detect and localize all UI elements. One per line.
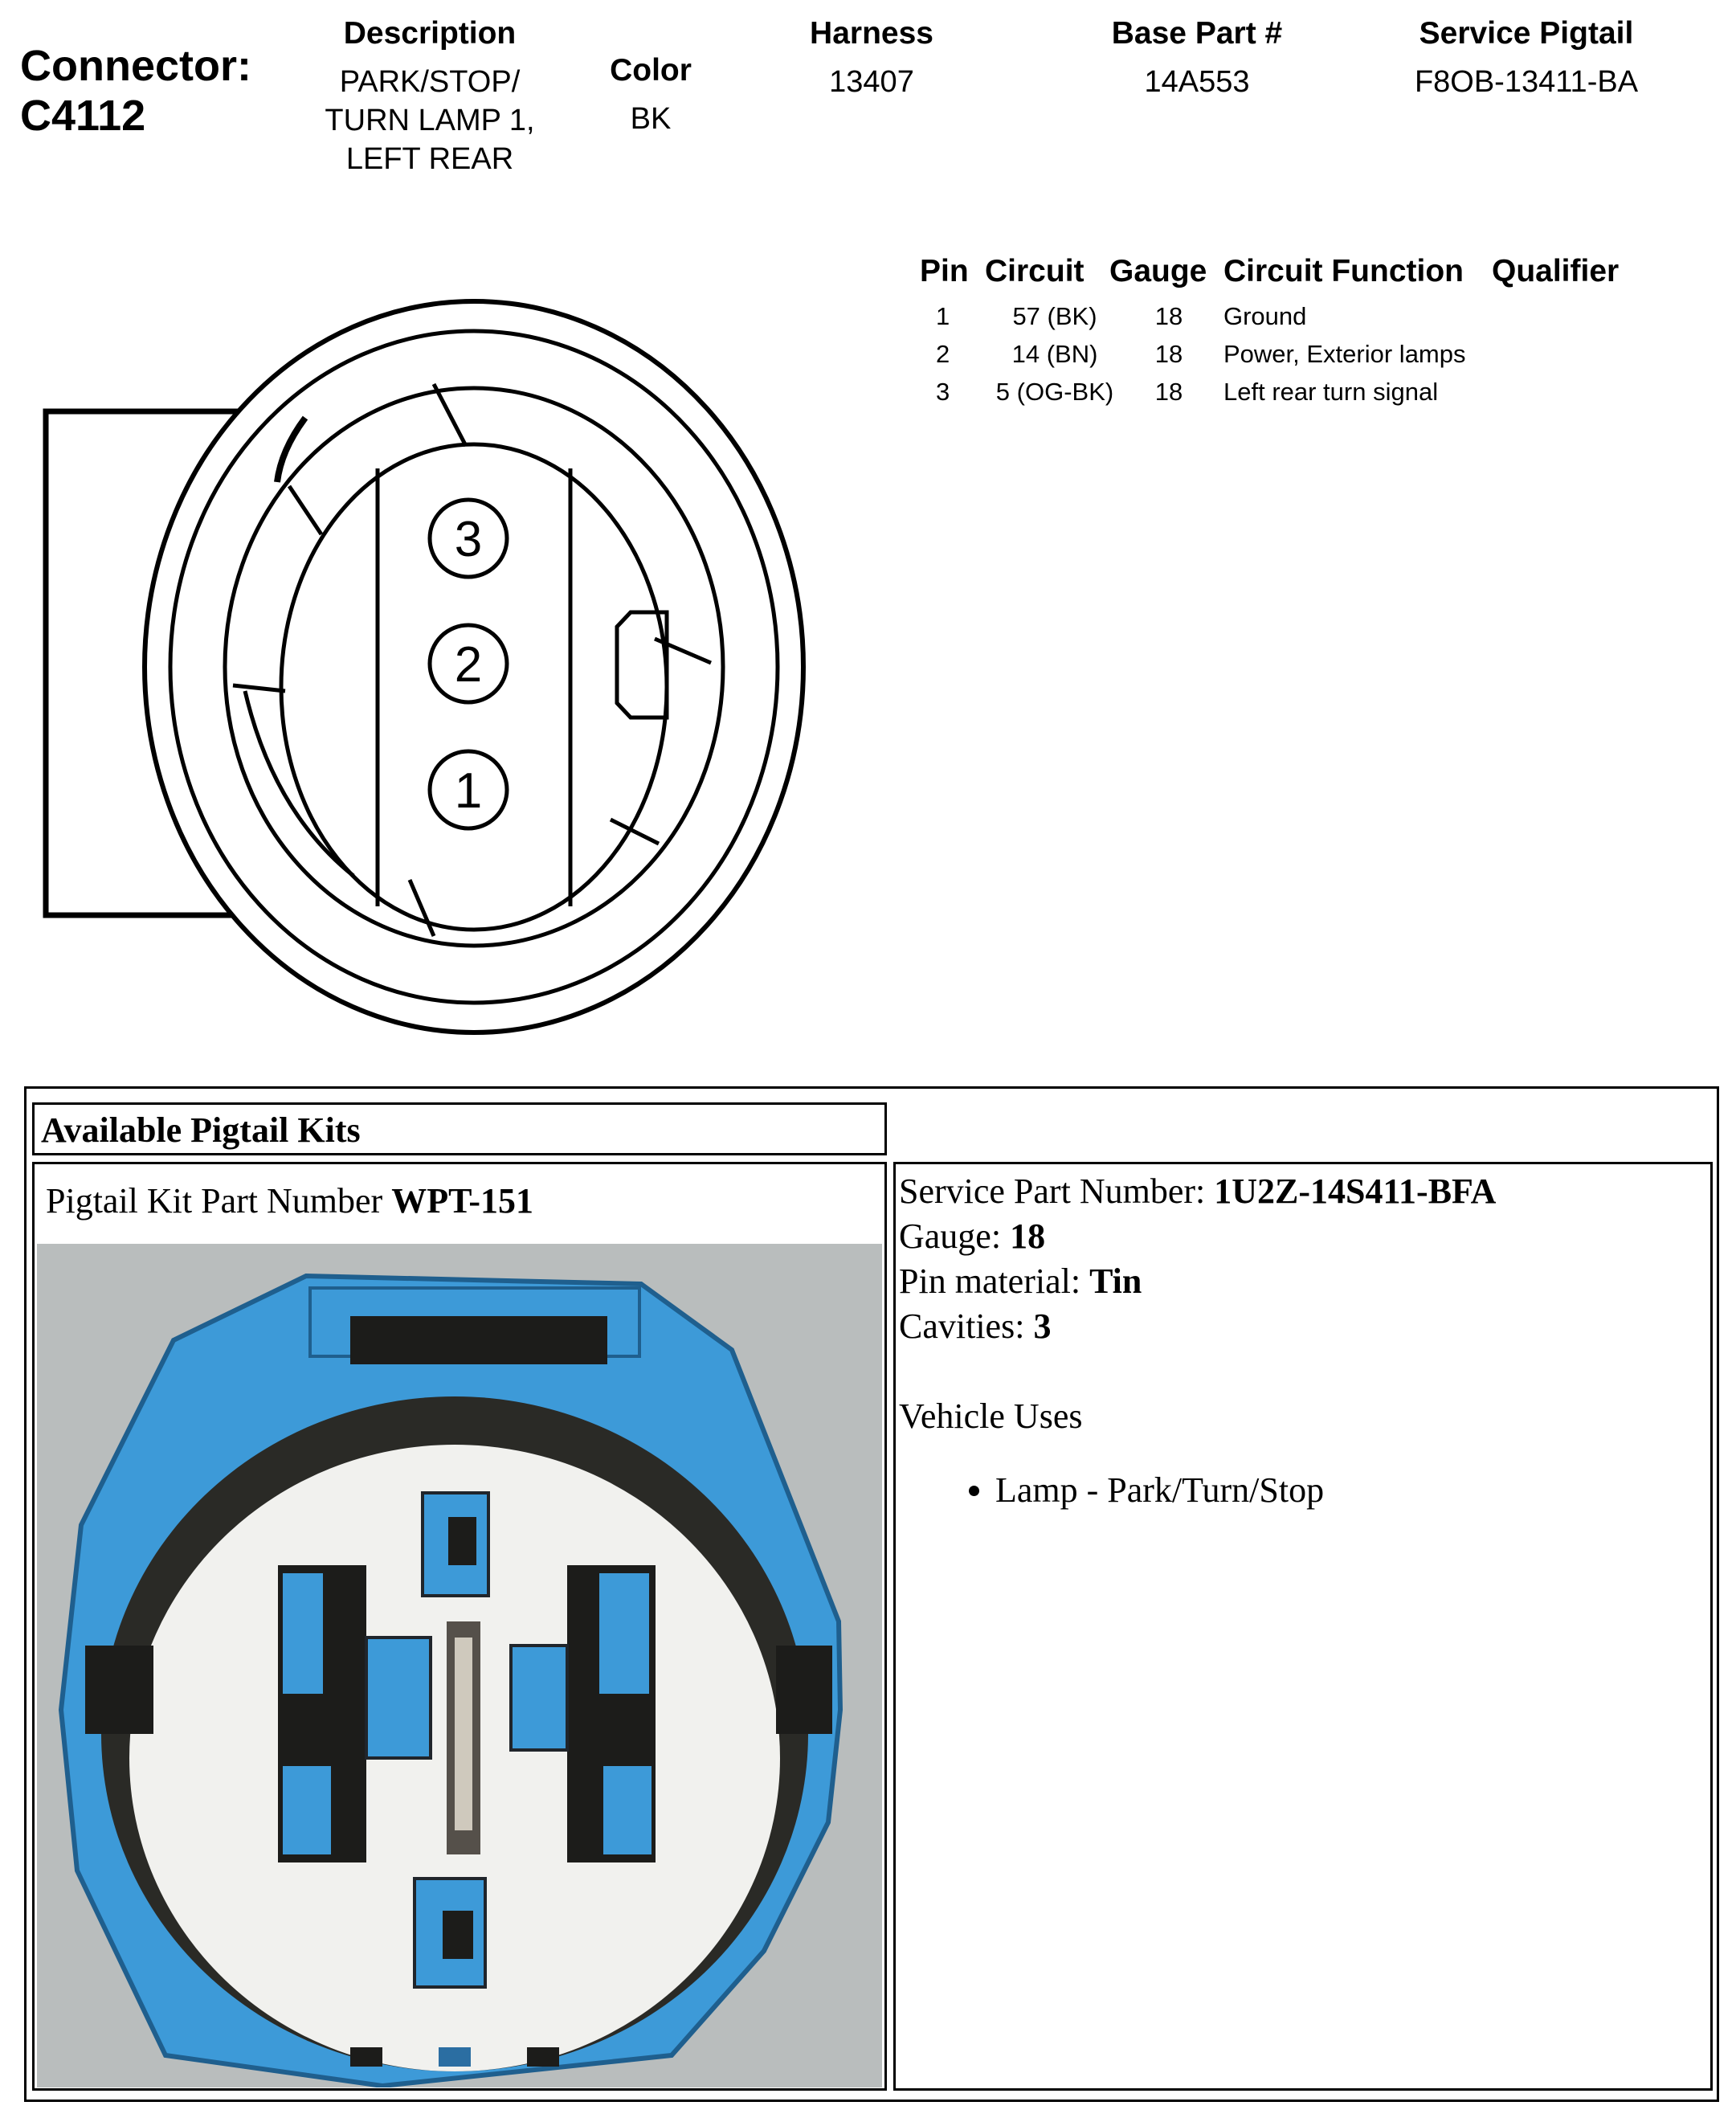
table-row-gauge: 18 <box>1154 378 1183 406</box>
color-label: Color <box>610 53 692 88</box>
qualifier-header: Qualifier <box>1492 254 1620 288</box>
vehicle-uses-list <box>899 1468 1707 1513</box>
table-row-function: Ground <box>1223 302 1307 330</box>
pigtail-kit-line <box>35 1164 884 1238</box>
circuit-header: Circuit <box>985 254 1084 288</box>
harness-value: 13407 <box>829 65 914 99</box>
service-pigtail-label: Service Pigtail <box>1419 16 1634 51</box>
table-row-gauge: 18 <box>1154 302 1183 330</box>
table-row-circuit: 57 (BK) <box>1012 302 1097 330</box>
table-row-circuit: 14 (BN) <box>1011 340 1098 368</box>
service-pigtail-value: F8OB-13411-BA <box>1414 65 1639 99</box>
cavities-value: 3 <box>1033 1306 1052 1346</box>
gauge-line <box>899 1214 1707 1259</box>
base-part-label: Base Part # <box>1111 16 1283 51</box>
service-part-value: 1U2Z-14S411-BFA <box>1214 1171 1497 1211</box>
pin-material-line <box>899 1259 1707 1304</box>
description-line: LEFT REAR <box>345 142 514 176</box>
pin-number-label: 3 <box>454 512 483 567</box>
pin-table <box>908 254 1711 423</box>
table-row-function: Left rear turn signal <box>1223 378 1439 406</box>
cavities-line <box>899 1304 1707 1349</box>
gauge-value: 18 <box>1010 1216 1046 1256</box>
base-part-value: 14A553 <box>1144 65 1250 99</box>
connector-face-diagram <box>0 273 852 1061</box>
gauge-header: Gauge <box>1109 254 1207 288</box>
list-item: • Lamp - Park/Turn/Stop <box>995 1468 1707 1513</box>
cavities-label: Cavities: <box>899 1306 1034 1346</box>
pin-material-label: Pin material: <box>899 1261 1090 1301</box>
pin-material-value: Tin <box>1089 1261 1142 1301</box>
gauge-label: Gauge: <box>899 1216 1011 1256</box>
pigtail-kit-label: Pigtail Kit Part Number <box>46 1181 392 1221</box>
service-part-label: Service Part Number: <box>899 1171 1215 1211</box>
color-value: BK <box>630 102 672 136</box>
pigtail-connector-photo <box>37 1244 882 2087</box>
circuit-function-header: Circuit Function <box>1223 254 1464 288</box>
kits-title-box <box>32 1102 887 1155</box>
description-value <box>293 63 566 178</box>
description-line: TURN LAMP 1, <box>325 104 535 137</box>
pigtail-kit-number: WPT-151 <box>391 1181 534 1221</box>
pin-number-label: 1 <box>454 763 483 819</box>
vehicle-uses-label: Vehicle Uses <box>899 1396 1083 1436</box>
description-line: PARK/STOP/ <box>339 65 521 99</box>
table-row-function: Power, Exterior lamps <box>1223 340 1466 368</box>
connector-label: Connector: <box>20 42 251 90</box>
table-row-circuit: 5 (OG-BK) <box>995 378 1114 406</box>
service-part-line <box>899 1169 1707 1214</box>
pin-header: Pin <box>920 254 969 288</box>
table-row-pin: 3 <box>936 378 950 406</box>
kits-title: Available Pigtail Kits <box>41 1110 361 1150</box>
table-row-pin: 2 <box>936 340 950 368</box>
kit-details-cell <box>893 1162 1713 2091</box>
connector-id: C4112 <box>20 92 146 140</box>
harness-label: Harness <box>810 16 933 51</box>
table-row-pin: 1 <box>936 302 950 330</box>
description-label: Description <box>343 16 517 51</box>
pin-number-label: 2 <box>454 637 483 693</box>
table-row-gauge: 18 <box>1154 340 1183 368</box>
